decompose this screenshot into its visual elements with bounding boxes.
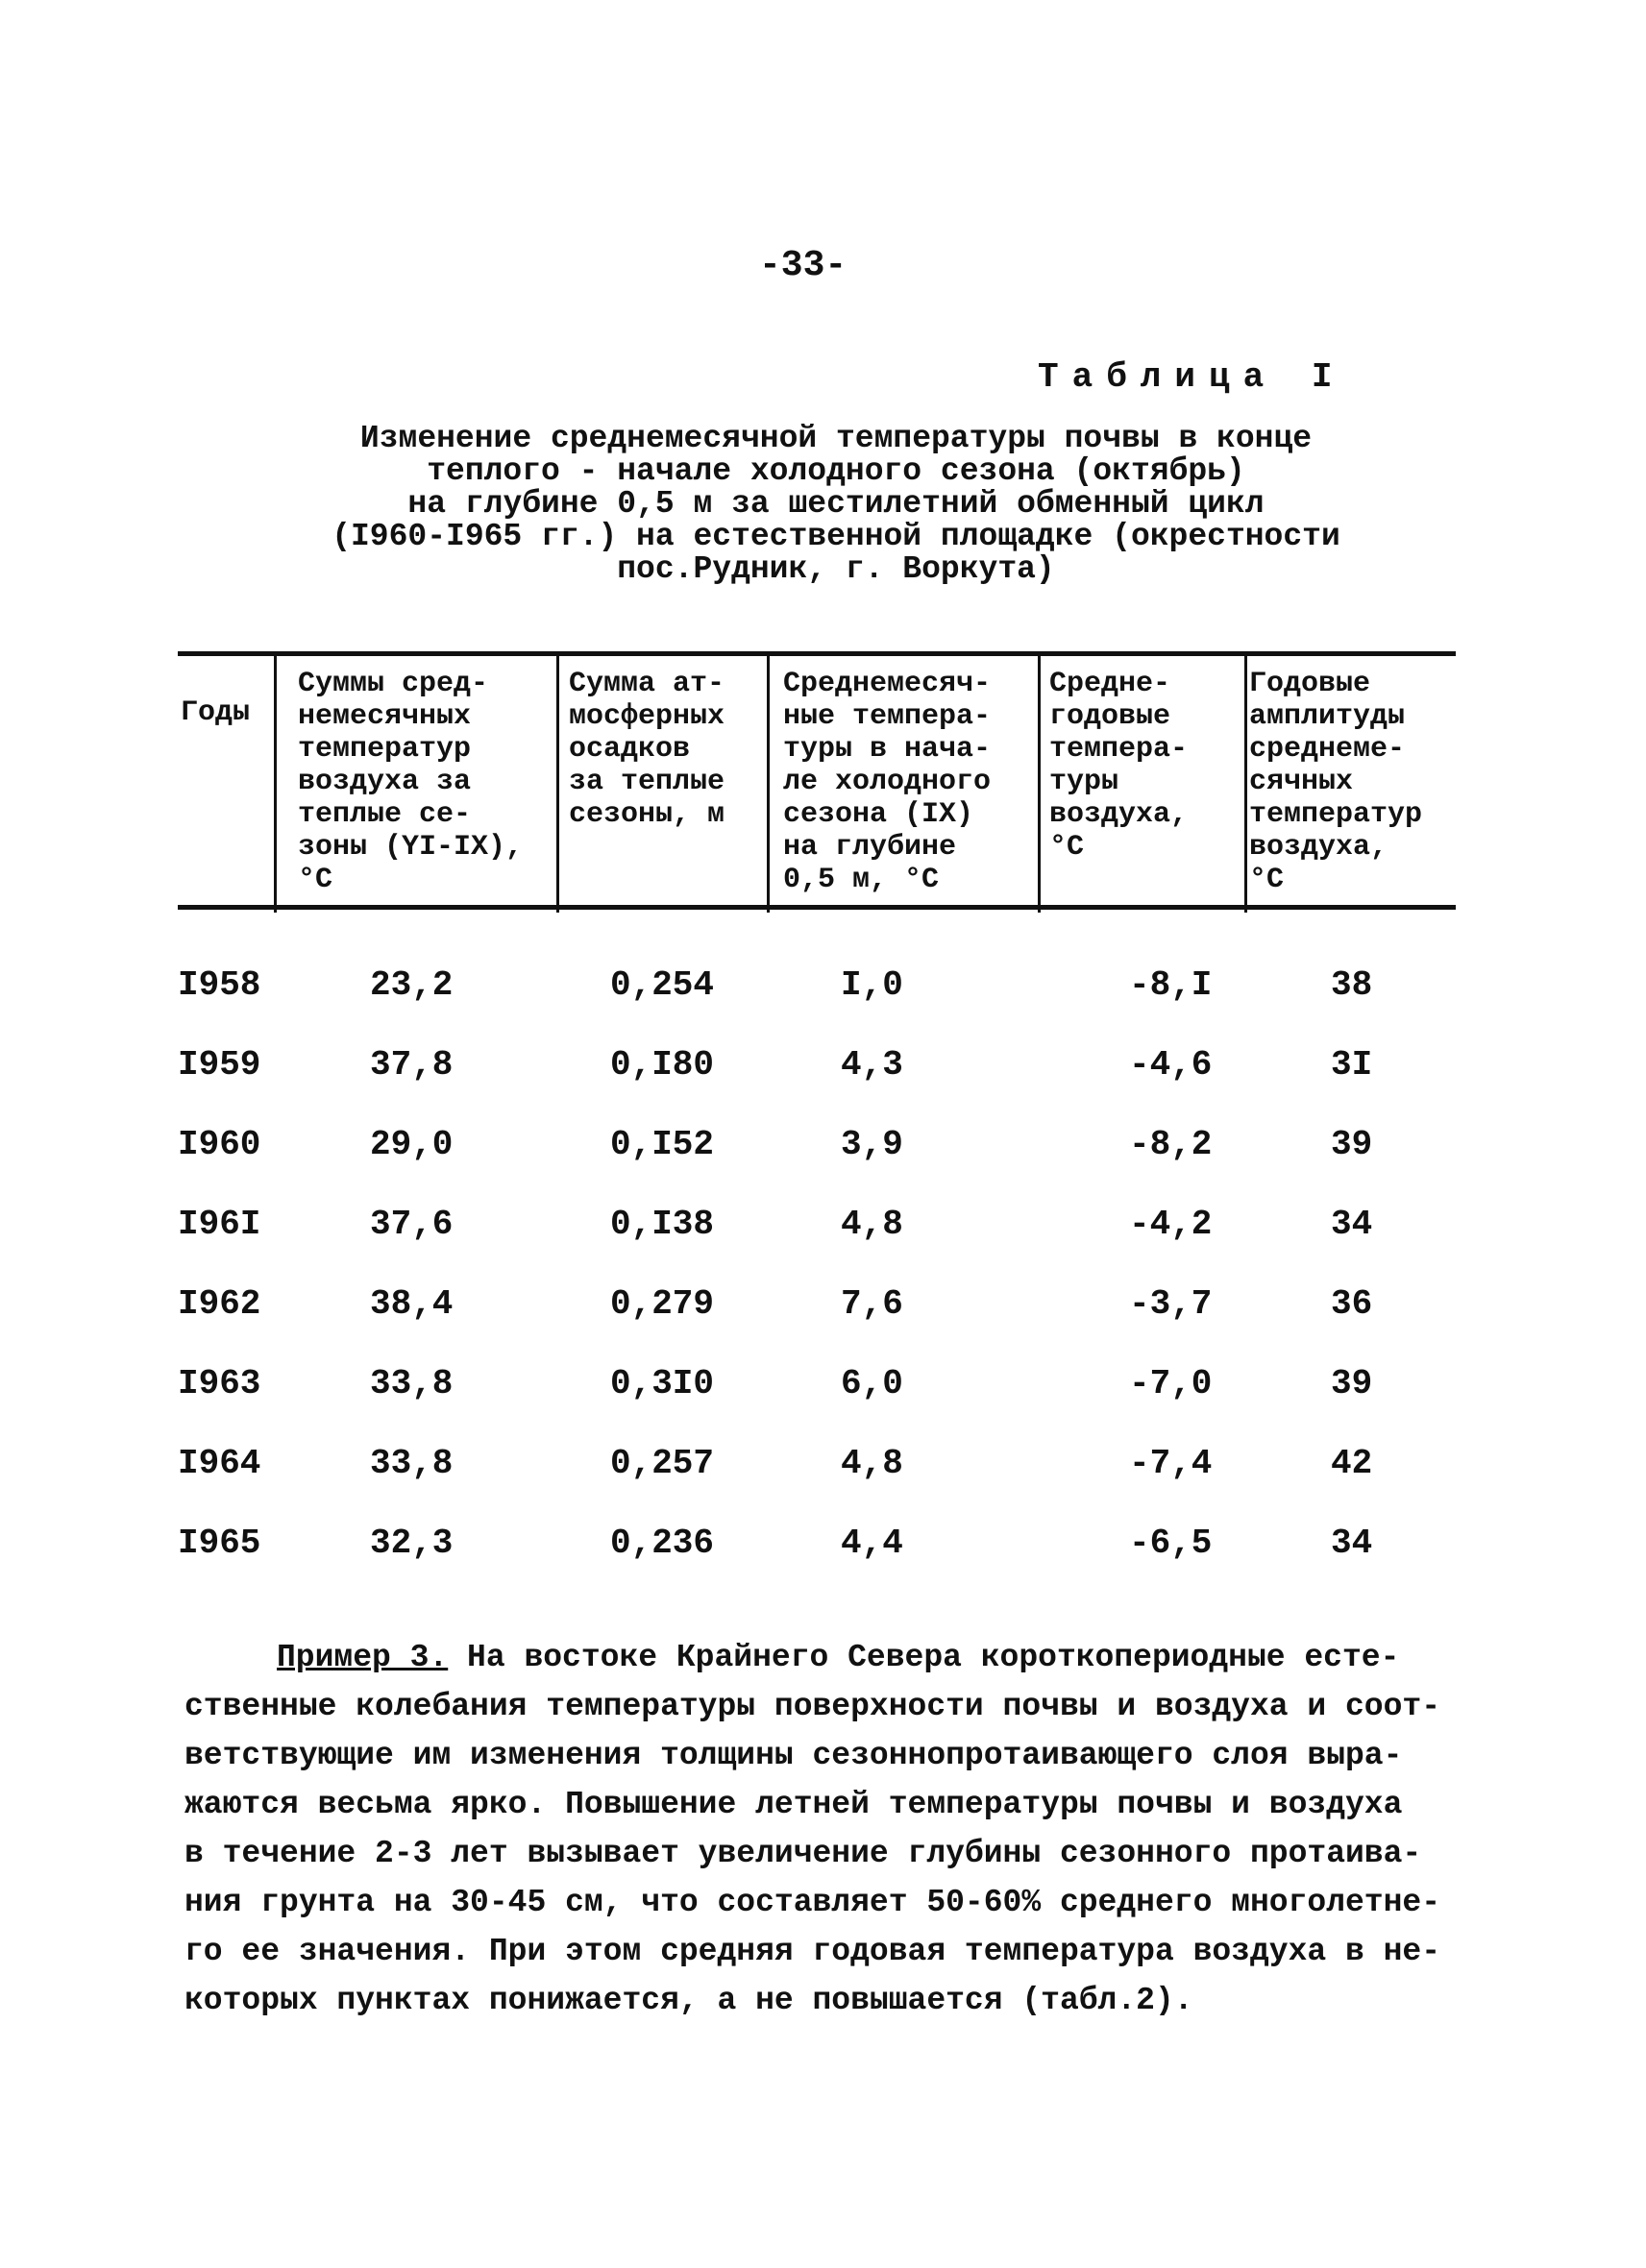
table-cell: I963 bbox=[178, 1364, 261, 1403]
column-header-years: Годы bbox=[181, 696, 251, 729]
table-cell: I958 bbox=[178, 965, 261, 1005]
table-cell: 39 bbox=[1331, 1364, 1373, 1403]
table-cell: 0,3I0 bbox=[610, 1364, 715, 1403]
table-cell: 0,236 bbox=[610, 1524, 715, 1563]
table-cell: 0,254 bbox=[610, 965, 715, 1005]
paragraph-text: На востоке Крайнего Севера короткопериодные есте- bbox=[448, 1640, 1400, 1675]
column-header-mean-annual-temp: Средне- годовые темпера- туры воздуха, °C bbox=[1049, 668, 1189, 864]
table-cell: 23,2 bbox=[370, 965, 454, 1005]
table-cell: -6,5 bbox=[1129, 1524, 1213, 1563]
column-divider bbox=[556, 655, 559, 913]
table-cell: 39 bbox=[1331, 1125, 1373, 1164]
table-row bbox=[178, 1364, 1456, 1422]
table-cell: 0,257 bbox=[610, 1444, 715, 1483]
paragraph-line: в течение 2-3 лет вызывает увеличение глубины сезонного протаива- bbox=[184, 1836, 1422, 1871]
table-cell: 0,I52 bbox=[610, 1125, 715, 1164]
table-cell: 33,8 bbox=[370, 1364, 454, 1403]
page-number: -33- bbox=[759, 245, 848, 286]
table-cell: I962 bbox=[178, 1284, 261, 1324]
table-cell: 0,I38 bbox=[610, 1205, 715, 1244]
table-cell: 4,8 bbox=[841, 1444, 903, 1483]
table-cell: I960 bbox=[178, 1125, 261, 1164]
table-cell: -3,7 bbox=[1129, 1284, 1213, 1324]
table-cell: 0,I80 bbox=[610, 1045, 715, 1085]
table-cell: 36 bbox=[1331, 1284, 1373, 1324]
table-cell: 3,9 bbox=[841, 1125, 903, 1164]
column-divider bbox=[1038, 655, 1041, 913]
table-cell: 37,8 bbox=[370, 1045, 454, 1085]
paragraph-line bbox=[184, 1633, 1491, 1682]
table-cell: -7,0 bbox=[1129, 1364, 1213, 1403]
table-cell: 33,8 bbox=[370, 1444, 454, 1483]
table-cell: 0,279 bbox=[610, 1284, 715, 1324]
column-header-annual-amplitude: Годовые амплитуды среднеме- сячных температур воздуха, °C bbox=[1249, 668, 1423, 896]
example-label: Пример 3. bbox=[277, 1640, 449, 1675]
paragraph-line: ния грунта на 30-45 см, что составляет 50-60% среднего многолетне- bbox=[184, 1885, 1441, 1920]
table-row bbox=[178, 1205, 1456, 1262]
table-cell: I965 bbox=[178, 1524, 261, 1563]
paragraph-line: ветствующие им изменения толщины сезоннопротаивающего слоя выра- bbox=[184, 1738, 1403, 1773]
table-cell: 7,6 bbox=[841, 1284, 903, 1324]
column-divider bbox=[1244, 655, 1247, 913]
table-cell: 3I bbox=[1331, 1045, 1373, 1085]
table-cell: 42 bbox=[1331, 1444, 1373, 1483]
column-divider bbox=[274, 655, 277, 913]
table-cell: 38,4 bbox=[370, 1284, 454, 1324]
paragraph-line: которых пунктах понижается, а не повышается (табл.2). bbox=[184, 1983, 1193, 2018]
table-row bbox=[178, 1284, 1456, 1342]
table-cell: 4,4 bbox=[841, 1524, 903, 1563]
table-cell: -4,2 bbox=[1129, 1205, 1213, 1244]
table-cell: I964 bbox=[178, 1444, 261, 1483]
example-paragraph bbox=[184, 1633, 1491, 2025]
table-cell: 37,6 bbox=[370, 1205, 454, 1244]
table-cell: 6,0 bbox=[841, 1364, 903, 1403]
table-caption: Изменение среднемесячной температуры почвы в конце теплого - начале холодного сезона (октябрь) на глубине 0,5 м за шестилетний обменный цикл (I960-I965 гг.) на естественной площадке (окрестности пос.Рудник, г. Воркута) bbox=[332, 421, 1340, 587]
table-cell: 34 bbox=[1331, 1205, 1373, 1244]
table-cell: -8,2 bbox=[1129, 1125, 1213, 1164]
table-row bbox=[178, 1045, 1456, 1103]
table-cell: 4,8 bbox=[841, 1205, 903, 1244]
table-cell: 38 bbox=[1331, 965, 1373, 1005]
paragraph-line: жаются весьма ярко. Повышение летней температуры почвы и воздуха bbox=[184, 1787, 1403, 1822]
table-row bbox=[178, 1524, 1456, 1581]
table-cell: 29,0 bbox=[370, 1125, 454, 1164]
table-top-rule bbox=[178, 651, 1456, 656]
table-row bbox=[178, 1444, 1456, 1501]
table-header-rule bbox=[178, 905, 1456, 910]
table-label: Таблица I bbox=[1038, 357, 1346, 397]
column-header-soil-temp: Среднемесяч- ные темпера- туры в нача- ле холодного сезона (IX) на глубине 0,5 м, °C bbox=[783, 668, 992, 896]
table-cell: 34 bbox=[1331, 1524, 1373, 1563]
table-cell: 32,3 bbox=[370, 1524, 454, 1563]
table-cell: -8,I bbox=[1129, 965, 1213, 1005]
paragraph-line: го ее значения. При этом средняя годовая температура воздуха в не- bbox=[184, 1934, 1441, 1969]
paragraph-line: ственные колебания температуры поверхности почвы и воздуха и соот- bbox=[184, 1689, 1441, 1724]
table-cell: I959 bbox=[178, 1045, 261, 1085]
table-cell: 4,3 bbox=[841, 1045, 903, 1085]
table-row bbox=[178, 965, 1456, 1023]
table-cell: I,0 bbox=[841, 965, 903, 1005]
table-cell: I96I bbox=[178, 1205, 261, 1244]
table-row bbox=[178, 1125, 1456, 1183]
table-cell: -7,4 bbox=[1129, 1444, 1213, 1483]
table-cell: -4,6 bbox=[1129, 1045, 1213, 1085]
column-header-air-temp-sum: Суммы сред- немесячных температур воздуха за теплые се- зоны (YI-IX), °C bbox=[298, 668, 524, 896]
column-header-precipitation: Сумма ат- мосферных осадков за теплые сезоны, м bbox=[569, 668, 725, 831]
column-divider bbox=[767, 655, 770, 913]
